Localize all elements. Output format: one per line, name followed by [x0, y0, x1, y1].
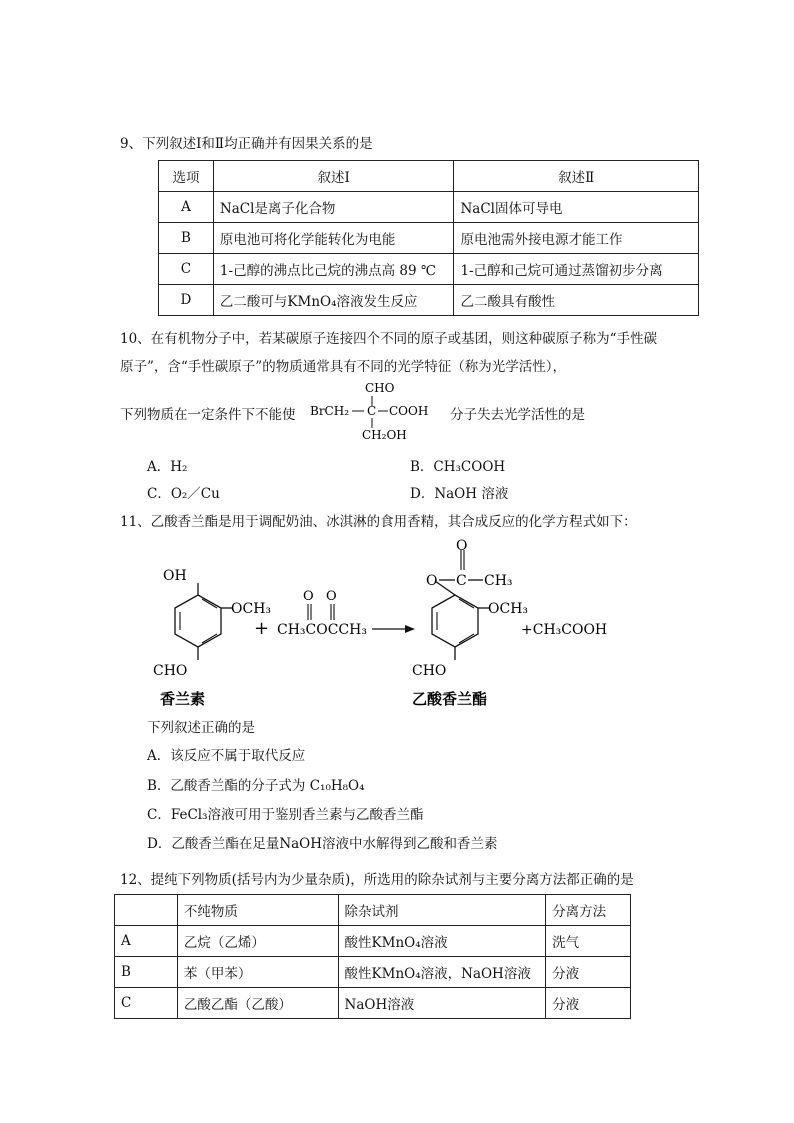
table-cell: 乙二酸可与KMnO₄溶液发生反应	[213, 285, 454, 316]
mol-top: CHO	[365, 381, 395, 395]
q10-option-c: C．O₂／Cu	[147, 486, 220, 502]
table-header-row	[159, 161, 699, 192]
table-header-row	[115, 895, 631, 926]
table-cell: 乙烷（乙烯）	[177, 926, 338, 957]
table-cell: 洗气	[546, 926, 631, 957]
header-cell	[115, 895, 178, 926]
mol-left: BrCH₂	[310, 404, 350, 418]
table-cell: D	[159, 285, 214, 316]
vanillin-oh: OH	[163, 568, 187, 584]
table-cell: C	[159, 254, 214, 285]
ester-o: O	[426, 573, 438, 589]
table-row	[159, 285, 699, 316]
table-cell: B	[115, 957, 178, 988]
q10-option-d: D．NaOH 溶液	[410, 486, 509, 502]
q10-stem-line1: 10、在有机物分子中，若某碳原子连接四个不同的原子或基团，则这种碳原子称为“手性碳	[120, 331, 658, 347]
table-row	[115, 926, 631, 957]
header-cell: 叙述Ⅱ	[454, 161, 699, 192]
q11-option-c: C．FeCl₃溶液可用于鉴别香兰素与乙酸香兰酯	[147, 807, 424, 823]
mol-center: C	[367, 404, 377, 418]
table-cell: A	[159, 192, 214, 223]
anhydride-o2: O	[326, 589, 337, 604]
header-cell: 叙述Ⅰ	[213, 161, 454, 192]
q12-stem: 12、提纯下列物质(括号内为少量杂质)，所选用的除杂试剂与主要分离方法都正确的是	[120, 872, 634, 888]
q11-option-d: D．乙酸香兰酯在足量NaOH溶液中水解得到乙酸和香兰素	[147, 836, 498, 852]
vanillin-name: 香兰素	[160, 690, 206, 708]
table-cell: NaCl固体可导电	[454, 192, 699, 223]
table-cell: B	[159, 223, 214, 254]
table-cell: 酸性KMnO₄溶液，NaOH溶液	[338, 957, 546, 988]
vanillin-och3: OCH₃	[231, 601, 272, 617]
vanillin-cho: CHO	[153, 663, 188, 679]
table-row	[115, 957, 631, 988]
table-row	[115, 988, 631, 1019]
table-cell: 1-己醇和己烷可通过蒸馏初步分离	[454, 254, 699, 285]
table-cell: C	[115, 988, 178, 1019]
table-cell: 分液	[546, 988, 631, 1019]
q11-reaction-scheme	[140, 538, 620, 714]
table-cell: 苯（甲苯）	[177, 957, 338, 988]
table-cell: 乙二酸具有酸性	[454, 285, 699, 316]
table-cell: 原电池可将化学能转化为电能	[213, 223, 454, 254]
mol-bottom: CH₂OH	[362, 428, 407, 442]
table-cell: 1-己醇的沸点比己烷的沸点高 89 ℃	[213, 254, 454, 285]
byproduct: +CH₃COOH	[521, 622, 608, 638]
q10-option-b: B．CH₃COOH	[410, 459, 506, 475]
anhydride-formula: CH₃COCCH₃	[277, 622, 367, 638]
acetic-anhydride	[277, 589, 367, 638]
mol-right: COOH	[389, 404, 429, 418]
q12-table	[114, 894, 631, 1019]
header-cell: 选项	[159, 161, 214, 192]
ester-c: C	[456, 573, 467, 589]
table-cell: 乙酸乙酯（乙酸）	[177, 988, 338, 1019]
acetate-cho: CHO	[412, 663, 447, 679]
plus-sign: +	[254, 618, 270, 639]
q11-option-b: B．乙酸香兰酯的分子式为 C₁₀H₈O₄	[147, 778, 365, 794]
table-cell: 酸性KMnO₄溶液	[338, 926, 546, 957]
table-cell: 分液	[546, 957, 631, 988]
q10-stem-line3b: 分子失去光学活性的是	[450, 407, 585, 423]
ester-ch3: CH₃	[484, 573, 513, 589]
anhydride-o1: O	[303, 589, 314, 604]
vanillyl-acetate-structure	[412, 538, 528, 708]
table-row	[159, 254, 699, 285]
vanillyl-acetate-name: 乙酸香兰酯	[412, 690, 488, 708]
table-cell: A	[115, 926, 178, 957]
q10-stem-line2: 原子”，含“手性碳原子”的物质通常具有不同的光学特征（称为光学活性），	[120, 359, 566, 375]
header-cell: 不纯物质	[177, 895, 338, 926]
table-row	[159, 192, 699, 223]
q10-stem-line3a: 下列物质在一定条件下不能使	[120, 407, 296, 423]
table-cell: NaCl是离子化合物	[213, 192, 454, 223]
q11-sub-stem: 下列叙述正确的是	[147, 720, 255, 736]
q10-chiral-molecule	[310, 378, 440, 444]
header-cell: 分离方法	[546, 895, 631, 926]
acetate-och3: OCH₃	[488, 601, 529, 617]
q9-stem: 9、下列叙述Ⅰ和Ⅱ均正确并有因果关系的是	[120, 136, 373, 152]
carbonyl-o: O	[456, 538, 468, 554]
q9-table	[158, 160, 699, 316]
table-row	[159, 223, 699, 254]
q11-option-a: A．该反应不属于取代反应	[147, 748, 306, 764]
q11-stem: 11、乙酸香兰酯是用于调配奶油、冰淇淋的食用香精，其合成反应的化学方程式如下：	[120, 514, 637, 530]
header-cell: 除杂试剂	[338, 895, 546, 926]
q10-option-a: A．H₂	[147, 459, 188, 475]
table-cell: 原电池需外接电源才能工作	[454, 223, 699, 254]
table-cell: NaOH溶液	[338, 988, 546, 1019]
